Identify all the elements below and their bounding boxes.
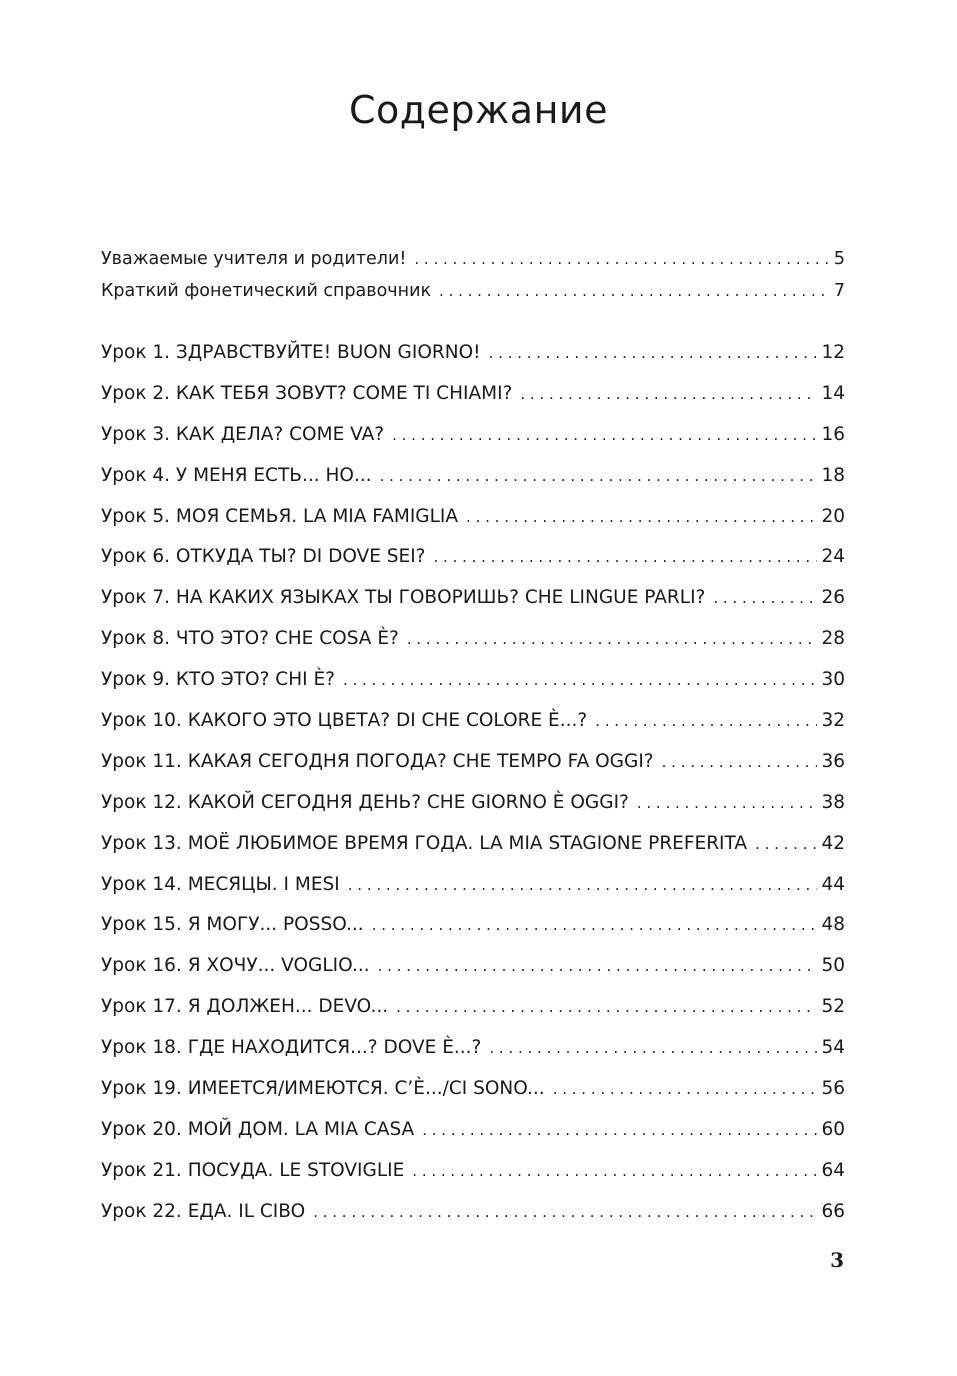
toc-entry-title: Урок 17. Я ДОЛЖЕН... DEVO... bbox=[101, 996, 389, 1018]
toc-entry[interactable] bbox=[101, 1116, 845, 1157]
dot-leader bbox=[407, 625, 818, 653]
toc-lessons-section bbox=[101, 339, 845, 1239]
dot-leader bbox=[422, 1116, 817, 1144]
toc-entry-title: Урок 12. КАКОЙ СЕГОДНЯ ДЕНЬ? CHE GIORNO È OGGI? bbox=[101, 791, 629, 813]
toc-entry[interactable] bbox=[101, 1034, 845, 1075]
toc-entry-title: Урок 1. ЗДРАВСТВУЙТЕ! BUON GIORNO! bbox=[101, 342, 481, 363]
toc-entry[interactable] bbox=[101, 1075, 845, 1116]
toc-entry[interactable] bbox=[101, 275, 845, 307]
dot-leader bbox=[520, 380, 817, 408]
dot-leader bbox=[348, 871, 818, 899]
toc-entry[interactable] bbox=[101, 380, 845, 421]
toc-entry[interactable] bbox=[101, 503, 845, 544]
toc-entry-page: 64 bbox=[821, 1159, 845, 1181]
toc-entry-page: 14 bbox=[821, 382, 845, 404]
toc-entry-page: 36 bbox=[821, 750, 845, 772]
toc-entry[interactable] bbox=[101, 830, 845, 871]
dot-leader bbox=[396, 993, 817, 1021]
toc-entry-page: 66 bbox=[821, 1200, 845, 1222]
toc-entry-title: Урок 3. КАК ДЕЛА? COME VA? bbox=[101, 423, 385, 445]
dot-leader bbox=[412, 1157, 817, 1185]
dot-leader bbox=[313, 1198, 817, 1226]
toc-entry-page: 42 bbox=[821, 832, 845, 854]
toc-entry-page: 18 bbox=[821, 464, 845, 486]
page-number: 3 bbox=[830, 1248, 844, 1272]
toc-entry[interactable] bbox=[101, 1157, 845, 1198]
toc-entry[interactable] bbox=[101, 543, 845, 584]
toc-entry-title: Урок 13. МОЁ ЛЮБИМОЕ ВРЕМЯ ГОДА. LA MIA STAGIONE PREFERITA bbox=[101, 832, 748, 854]
toc-entry-page: 44 bbox=[821, 873, 845, 895]
toc-entry-page: 30 bbox=[821, 669, 845, 691]
dot-leader bbox=[637, 789, 818, 817]
toc-entry-title: Урок 4. У МЕНЯ ЕСТЬ... НО... bbox=[101, 464, 372, 486]
toc-entry[interactable] bbox=[101, 789, 845, 830]
dot-leader bbox=[378, 952, 818, 980]
toc-entry-page: 54 bbox=[821, 1037, 845, 1059]
toc-entry-title: Урок 7. НА КАКИХ ЯЗЫКАХ ТЫ ГОВОРИШЬ? CHE LINGUE PARLI? bbox=[101, 587, 706, 609]
page-title: Содержание bbox=[349, 88, 608, 132]
toc-entry-page: 26 bbox=[821, 587, 845, 609]
dot-leader bbox=[343, 666, 818, 694]
toc-entry-page: 52 bbox=[821, 996, 845, 1018]
toc-entry-page: 56 bbox=[821, 1078, 845, 1100]
toc-entry-title: Урок 10. КАКОГО ЭТО ЦВЕТА? DI CHE COLORE È...? bbox=[101, 710, 588, 732]
toc-entry[interactable] bbox=[101, 871, 845, 912]
toc-entry[interactable] bbox=[101, 666, 845, 707]
toc-entry-title: Уважаемые учителя и родители! bbox=[101, 249, 407, 269]
dot-leader bbox=[553, 1075, 818, 1103]
toc-entry-title: Урок 15. Я МОГУ... POSSO... bbox=[101, 914, 364, 936]
dot-leader bbox=[372, 911, 818, 939]
toc-entry-title: Краткий фонетический справочник bbox=[101, 281, 432, 301]
dot-leader bbox=[755, 830, 817, 858]
toc-entry[interactable] bbox=[101, 584, 845, 625]
dot-leader bbox=[662, 748, 818, 776]
toc-entry-title: Урок 9. КТО ЭТО? CHI È? bbox=[101, 669, 335, 691]
toc-entry[interactable] bbox=[101, 707, 845, 748]
toc-entry[interactable] bbox=[101, 421, 845, 462]
toc-entry[interactable] bbox=[101, 462, 845, 503]
toc-entry-title: Урок 5. МОЯ СЕМЬЯ. LA MIA FAMIGLIA bbox=[101, 505, 459, 527]
toc-entry[interactable] bbox=[101, 993, 845, 1034]
toc-entry-title: Урок 8. ЧТО ЭТО? CHE COSA È? bbox=[101, 628, 399, 650]
toc-entry[interactable] bbox=[101, 911, 845, 952]
dot-leader bbox=[434, 543, 818, 571]
dot-leader bbox=[414, 243, 829, 275]
dot-leader bbox=[392, 421, 817, 449]
toc-entry-title: Урок 6. ОТКУДА ТЫ? DI DOVE SEI? bbox=[101, 546, 426, 568]
toc-entry[interactable] bbox=[101, 243, 845, 275]
toc-entry[interactable] bbox=[101, 952, 845, 993]
dot-leader bbox=[466, 503, 817, 531]
toc-entry-page: 50 bbox=[821, 955, 845, 977]
toc-entry-title: Урок 2. КАК ТЕБЯ ЗОВУТ? COME TI CHIAMI? bbox=[101, 382, 513, 404]
toc-entry-title: Урок 20. МОЙ ДОМ. LA MIA CASA bbox=[101, 1118, 415, 1140]
toc-entry-page: 38 bbox=[821, 791, 845, 813]
toc-entry-page: 16 bbox=[821, 423, 845, 445]
dot-leader bbox=[489, 339, 818, 367]
toc-entry-title: Урок 21. ПОСУДА. LE STOVIGLIE bbox=[101, 1159, 405, 1181]
toc-entry-page: 24 bbox=[821, 546, 845, 568]
toc-entry-page: 20 bbox=[821, 505, 845, 527]
dot-leader bbox=[439, 275, 830, 307]
toc-entry-page: 5 bbox=[833, 249, 845, 269]
toc-entry-page: 60 bbox=[821, 1118, 845, 1140]
toc-intro-section bbox=[101, 243, 845, 307]
toc-entry[interactable] bbox=[101, 1198, 845, 1239]
dot-leader bbox=[380, 462, 818, 490]
toc-entry-title: Урок 11. КАКАЯ СЕГОДНЯ ПОГОДА? CHE TEMPO FA OGGI? bbox=[101, 750, 654, 772]
toc-entry-title: Урок 14. МЕСЯЦЫ. I MESI bbox=[101, 873, 340, 895]
dot-leader bbox=[595, 707, 817, 735]
toc-entry-title: Урок 16. Я ХОЧУ... VOGLIO... bbox=[101, 955, 370, 977]
toc-entry[interactable] bbox=[101, 748, 845, 789]
toc-entry-title: Урок 22. ЕДА. IL CIBO bbox=[101, 1200, 306, 1222]
toc-entry-page: 12 bbox=[821, 342, 845, 363]
toc-entry-page: 7 bbox=[833, 281, 845, 301]
dot-leader bbox=[713, 584, 817, 612]
dot-leader bbox=[489, 1034, 817, 1062]
toc-entry-page: 48 bbox=[821, 914, 845, 936]
toc-entry-title: Урок 19. ИМЕЕТСЯ/ИМЕЮТСЯ. C’È.../CI SONO... bbox=[101, 1078, 545, 1100]
toc-entry-page: 28 bbox=[821, 628, 845, 650]
toc-entry-page: 32 bbox=[821, 710, 845, 732]
toc-entry[interactable] bbox=[101, 339, 845, 380]
toc-entry[interactable] bbox=[101, 625, 845, 666]
toc-entry-title: Урок 18. ГДЕ НАХОДИТСЯ...? DOVE È...? bbox=[101, 1037, 482, 1059]
